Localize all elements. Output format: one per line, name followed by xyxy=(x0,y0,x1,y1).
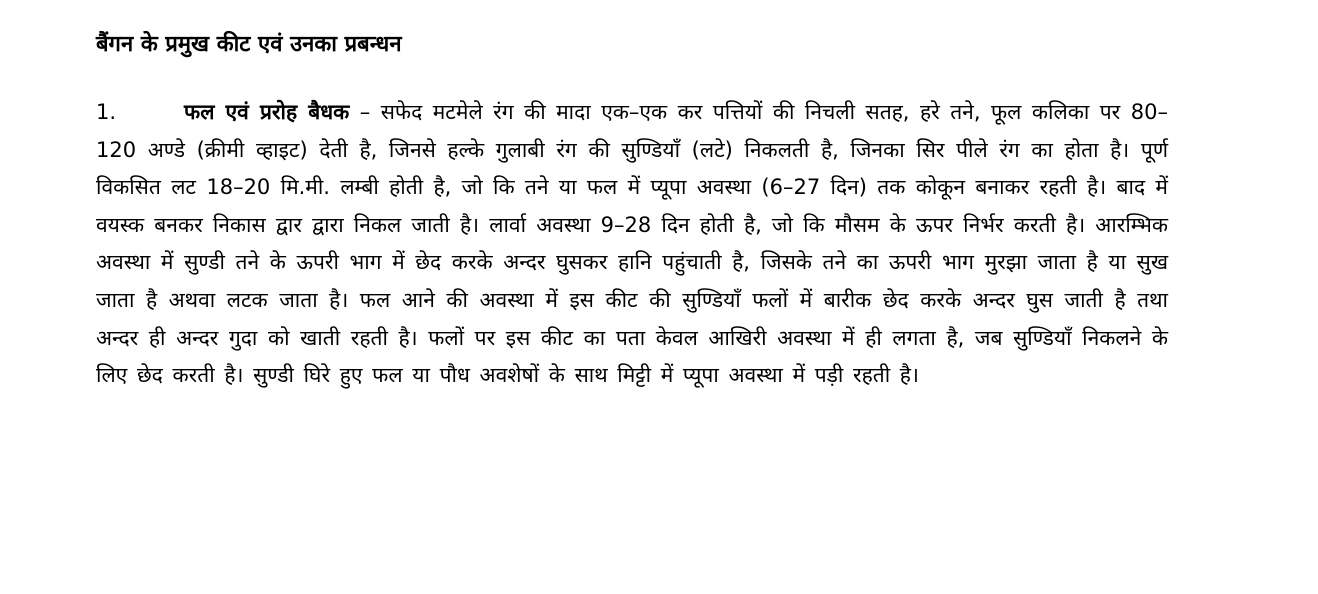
item-number: 1. xyxy=(96,100,117,124)
pest-paragraph xyxy=(96,94,1168,395)
pest-name: फल एवं प्ररोह बैधक xyxy=(184,100,350,124)
document-title: बैंगन के प्रमुख कीट एवं उनका प्रबन्धन xyxy=(96,32,402,57)
pest-description: – सफेद मटमेले रंग की मादा एक–एक कर पत्तियों की निचली सतह, हरे तने, फूल कलिका पर 80–120 अण्डे (क्रीमी व्हाइट) देती है, जिनसे हल्के गुलाबी रंग की सुण्डियाँ (लटे) निकलती है, जिनका सिर पीले रंग का होता है। पूर्ण विकसित लट 18–20 मि.मी. लम्बी होती है, जो कि तने या फल में प्यूपा अवस्था (6–27 दिन) तक कोकून बनाकर रहती है। बाद में वयस्क बनकर निकास द्वार द्वारा निकल जाती है। लार्वा अवस्था 9–28 दिन होती है, जो कि मौसम के ऊपर निर्भर करती है। आरम्भिक अवस्था में सुण्डी तने के ऊपरी भाग में छेद करके अन्दर घुसकर हानि पहुंचाती है, जिसके तने का ऊपरी भाग मुरझा जाता है या सुख जाता है अथवा लटक जाता है। फल आने की अवस्था में इस कीट की सुण्डियाँ फलों में बारीक छेद करके अन्दर घुस जाती है तथा अन्दर ही अन्दर गुदा को खाती रहती है। फलों पर इस कीट का पता केवल आखिरी अवस्था में ही लगता है, जब सुण्डियाँ निकलने के लिए छेद करती है। सुण्डी घिरे हुए फल या पौध अवशेषों के साथ मिट्टी में प्यूपा अवस्था में पड़ी रहती है। xyxy=(96,100,1168,388)
